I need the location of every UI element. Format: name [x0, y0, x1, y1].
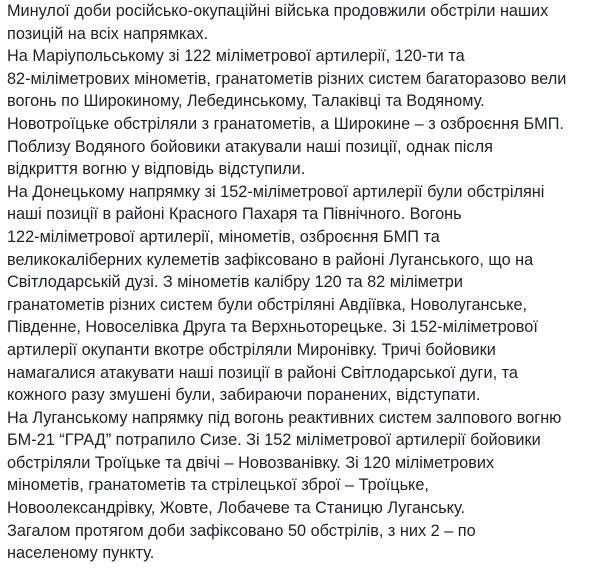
paragraph-donetsk: На Донецькому напрямку зі 152-міліметрової артилерії були обстріляні наші позиції в районі Красного Пахаря та Північного. Вогонь 122-міліметрової артилерії, мінометів, озброєння БМП та великокаліберних кулеметів зафіксовано в районі Луганського, що на Світлодарській дузі. З мінометів калібру 120 та 82 міліметри гранатометів різних систем були обстріляні Авдіївка, Новолуганське, Південне, Новоселівка Друга та Верхньоторецьке. Зі 152-міліметрової артилерії окупанти вкотре обстріляли Миронівку. Тричі бойовики намагалися атакувати наші позиції в районі Світлодарської дуги, та кожного разу змушені були, забираючи поранених, відступати.	[7, 182, 545, 405]
paragraph-summary: Загалом протягом доби зафіксовано 50 обстрілів, з них 2 – по населеному пункту.	[7, 521, 476, 563]
paragraph-vodiane: Поблизу Водяного бойовики атакували наші позиції, однак після відкриття вогню у відповідь відступили.	[7, 137, 493, 179]
paragraph-intro: Минулої доби російсько-окупаційні війська продовжили обстріли наших позицій на всіх напрямках.	[7, 2, 549, 43]
paragraph-novotroitske: Новотроїцьке обстріляли з гранатометів, а Широкине – з озброєння БМП.	[7, 114, 564, 133]
paragraph-luhansk: На Луганському напрямку під вогонь реактивних систем залпового вогню БМ-21 “ГРАД” потрапило Сизе. Зі 152 міліметрової артилерії бойовики обстріляли Троїцьке та двічі – Новозванівку. Зі 120 міліметрових мінометів, гранатометів та стрілецької зброї – Троїцьке, Новоолександрівку, Жовте, Лобачеве та Станицю Луганську.	[7, 408, 562, 518]
news-text-block	[7, 0, 587, 565]
paragraph-mariupol: На Маріупольському зі 122 міліметрової артилерії, 120-ти та 82-міліметрових мінометів, гранатометів різних систем багаторазово вели вогонь по Широкиному, Лебединському, Талаківці та Водяному.	[7, 47, 567, 111]
